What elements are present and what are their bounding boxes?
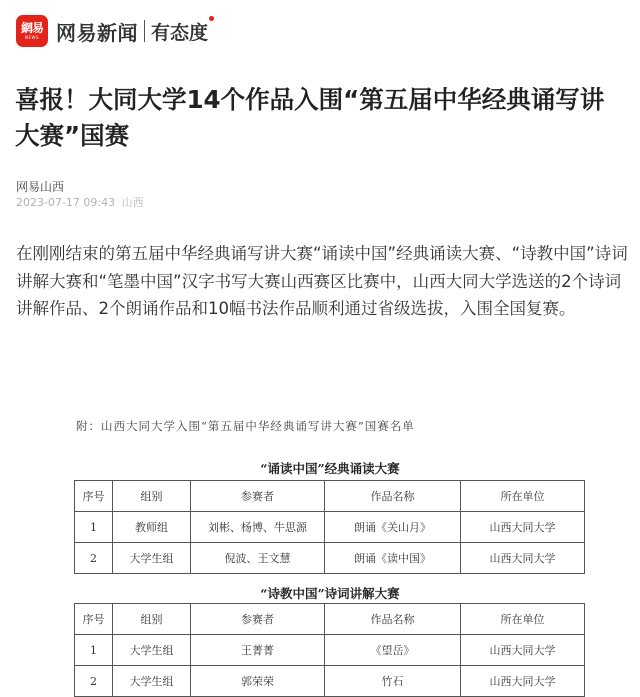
table-cell: 大学生组 xyxy=(113,635,191,666)
header-cell: 所在单位 xyxy=(461,604,585,635)
table-row xyxy=(75,666,585,697)
table-cell: 2 xyxy=(75,666,113,697)
article-title: 喜报！大同大学14个作品入围“第五届中华经典诵写讲大赛”国赛 xyxy=(15,85,605,150)
table-cell: 山西大同大学 xyxy=(461,635,585,666)
table-cell: 王菁菁 xyxy=(191,635,325,666)
table-cell: 朗诵《读中国》 xyxy=(325,543,461,574)
header-cell: 组别 xyxy=(113,481,191,512)
table-cell: 刘彬、杨博、牛思源 xyxy=(191,512,325,543)
table-cell: 山西大同大学 xyxy=(461,543,585,574)
document-note: 附：山西大同大学入围“第五届中华经典诵写讲大赛”国赛名单 xyxy=(76,419,415,433)
brand-divider xyxy=(144,20,145,42)
section-title-recitation: “诵读中国”经典诵读大赛 xyxy=(260,461,400,476)
brand-slogan: 有态度 xyxy=(151,18,208,45)
table-cell: 朗诵《关山月》 xyxy=(325,512,461,543)
header-cell: 作品名称 xyxy=(325,481,461,512)
header-cell: 组别 xyxy=(113,604,191,635)
publish-location: 山西 xyxy=(121,196,144,209)
attached-document-image xyxy=(60,412,600,695)
table-row xyxy=(75,635,585,666)
header-cell: 作品名称 xyxy=(325,604,461,635)
table-header-row xyxy=(75,481,585,512)
publish-time: 2023-07-17 09:43 xyxy=(16,196,116,209)
table-cell: 教师组 xyxy=(113,512,191,543)
slogan-dot-icon xyxy=(209,16,214,21)
table-cell: 山西大同大学 xyxy=(461,666,585,697)
table-cell: 1 xyxy=(75,635,113,666)
header-cell: 序号 xyxy=(75,481,113,512)
table-cell: 倪波、王文慧 xyxy=(191,543,325,574)
recitation-table xyxy=(74,480,585,574)
table-row xyxy=(75,543,585,574)
table-row xyxy=(75,512,585,543)
header-cell: 参赛者 xyxy=(191,481,325,512)
article-meta xyxy=(16,194,144,210)
table-cell: 郭荣荣 xyxy=(191,666,325,697)
header-cell: 序号 xyxy=(75,604,113,635)
site-header xyxy=(16,14,208,48)
section-title-poetry: “诗教中国”诗词讲解大赛 xyxy=(260,586,400,601)
table-cell: 1 xyxy=(75,512,113,543)
table-cell: 《望岳》 xyxy=(325,635,461,666)
netease-logo[interactable] xyxy=(16,15,48,47)
poetry-table xyxy=(74,603,585,697)
brand-name[interactable]: 网易新闻 xyxy=(56,20,138,45)
table-cell: 山西大同大学 xyxy=(461,512,585,543)
logo-subtext: NEWS xyxy=(24,35,39,40)
table-cell: 大学生组 xyxy=(113,666,191,697)
article-paragraph: 在刚刚结束的第五届中华经典诵写讲大赛“诵读中国”经典诵读大赛、“诗教中国”诗词讲解大赛和“笔墨中国”汉字书写大赛山西赛区比赛中，山西大同大学选送的2个诗词讲解作品、2个朗诵作品和10幅书法作品顺利通过省级选拔，入围全国复赛。 xyxy=(16,244,628,318)
table-cell: 竹石 xyxy=(325,666,461,697)
header-cell: 所在单位 xyxy=(461,481,585,512)
table-cell: 2 xyxy=(75,543,113,574)
logo-text: 網易 xyxy=(20,21,43,35)
article-source[interactable]: 网易山西 xyxy=(16,180,65,194)
header-cell: 参赛者 xyxy=(191,604,325,635)
table-cell: 大学生组 xyxy=(113,543,191,574)
table-header-row xyxy=(75,604,585,635)
